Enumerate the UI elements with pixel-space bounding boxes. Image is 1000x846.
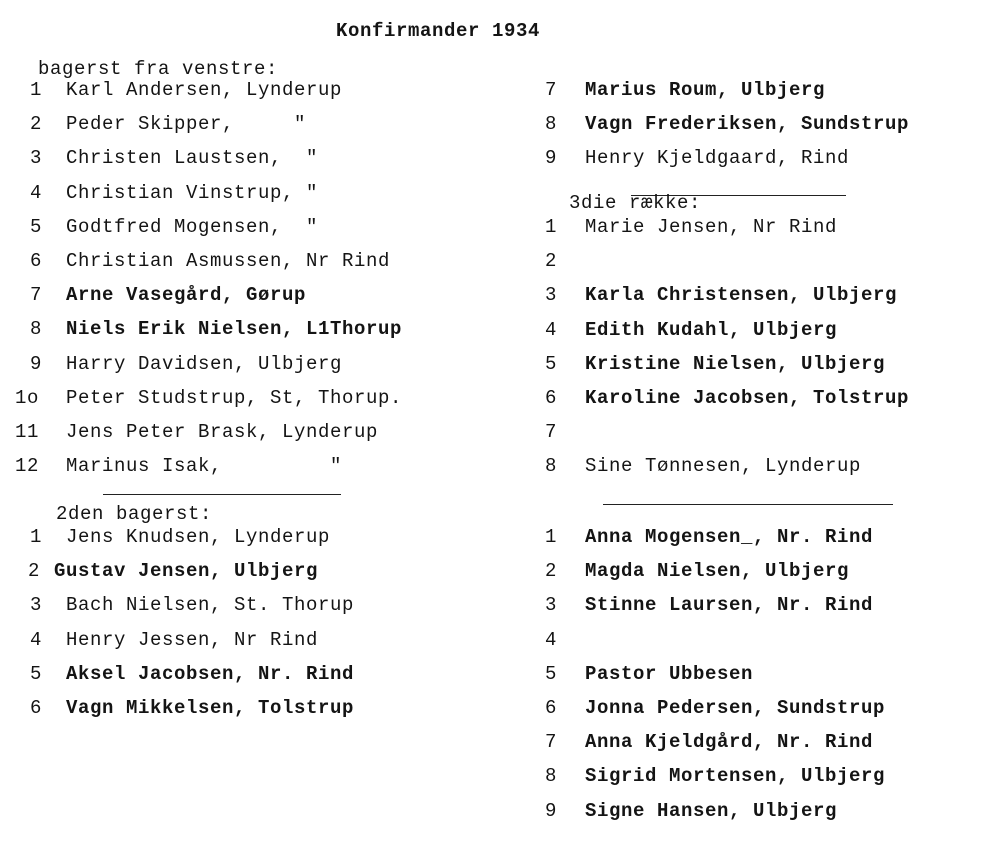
item-name: Peter Studstrup, St, Thorup. xyxy=(66,387,403,409)
item-number: 6 xyxy=(30,250,43,272)
item-name: Aksel Jacobsen, Nr. Rind xyxy=(66,663,355,685)
item-name: Sine Tønnesen, Lynderup xyxy=(585,455,862,477)
item-name: Vagn Mikkelsen, Tolstrup xyxy=(66,697,355,719)
item-number: 4 xyxy=(30,629,43,651)
item-name: Jens Peter Brask, Lynderup xyxy=(66,421,379,443)
item-name: Marinus Isak, " xyxy=(66,455,343,477)
item-number: 6 xyxy=(545,387,558,409)
item-number: 12 xyxy=(15,455,40,477)
item-name: Anna Kjeldgård, Nr. Rind xyxy=(585,731,874,753)
item-number: 7 xyxy=(30,284,43,306)
item-name: Godtfred Mogensen, " xyxy=(66,216,319,238)
item-name: Henry Kjeldgaard, Rind xyxy=(585,147,850,169)
section-heading-back-row: bagerst fra venstre: xyxy=(38,58,279,80)
item-name: Christian Asmussen, Nr Rind xyxy=(66,250,391,272)
section-heading-second-row: 2den bagerst: xyxy=(56,503,213,525)
item-number: 8 xyxy=(545,455,558,477)
item-number: 8 xyxy=(545,113,558,135)
item-number: 11 xyxy=(15,421,40,443)
item-number: 5 xyxy=(30,216,43,238)
item-number: 2 xyxy=(28,560,41,582)
item-number: 1o xyxy=(15,387,40,409)
item-number: 3 xyxy=(30,147,43,169)
item-name: Sigrid Mortensen, Ulbjerg xyxy=(585,765,886,787)
item-name: Magda Nielsen, Ulbjerg xyxy=(585,560,850,582)
item-number: 3 xyxy=(545,284,558,306)
item-name: Peder Skipper, " xyxy=(66,113,307,135)
item-number: 6 xyxy=(545,697,558,719)
item-name: Christian Vinstrup, " xyxy=(66,182,319,204)
item-number: 9 xyxy=(545,800,558,822)
section-heading-third-row: 3die række: xyxy=(569,192,702,214)
item-number: 4 xyxy=(30,182,43,204)
item-name: Stinne Laursen, Nr. Rind xyxy=(585,594,874,616)
item-name: Karl Andersen, Lynderup xyxy=(66,79,343,101)
item-name: Pastor Ubbesen xyxy=(585,663,754,685)
item-number: 5 xyxy=(30,663,43,685)
item-number: 9 xyxy=(30,353,43,375)
divider xyxy=(103,494,341,495)
item-number: 4 xyxy=(545,629,558,651)
item-number: 8 xyxy=(545,765,558,787)
item-number: 8 xyxy=(30,318,43,340)
item-name: Anna Mogensen_, Nr. Rind xyxy=(585,526,874,548)
item-number: 9 xyxy=(545,147,558,169)
item-name: Jonna Pedersen, Sundstrup xyxy=(585,697,886,719)
page-title: Konfirmander 1934 xyxy=(336,20,541,42)
item-name: Edith Kudahl, Ulbjerg xyxy=(585,319,838,341)
item-number: 4 xyxy=(545,319,558,341)
item-number: 2 xyxy=(545,250,558,272)
item-name: Kristine Nielsen, Ulbjerg xyxy=(585,353,886,375)
item-number: 7 xyxy=(545,421,558,443)
item-number: 6 xyxy=(30,697,43,719)
item-number: 7 xyxy=(545,731,558,753)
item-number: 2 xyxy=(545,560,558,582)
item-name: Marie Jensen, Nr Rind xyxy=(585,216,838,238)
item-name: Bach Nielsen, St. Thorup xyxy=(66,594,355,616)
item-name: Christen Laustsen, " xyxy=(66,147,319,169)
item-name: Signe Hansen, Ulbjerg xyxy=(585,800,838,822)
item-number: 3 xyxy=(30,594,43,616)
item-name: Gustav Jensen, Ulbjerg xyxy=(54,560,319,582)
item-name: Arne Vasegård, Gørup xyxy=(66,284,307,306)
item-name: Jens Knudsen, Lynderup xyxy=(66,526,331,548)
item-name: Karla Christensen, Ulbjerg xyxy=(585,284,898,306)
item-number: 2 xyxy=(30,113,43,135)
item-name: Karoline Jacobsen, Tolstrup xyxy=(585,387,910,409)
item-number: 1 xyxy=(545,216,558,238)
item-number: 1 xyxy=(30,79,43,101)
item-name: Vagn Frederiksen, Sundstrup xyxy=(585,113,910,135)
item-name: Henry Jessen, Nr Rind xyxy=(66,629,319,651)
divider xyxy=(603,504,893,505)
item-number: 5 xyxy=(545,353,558,375)
item-number: 1 xyxy=(545,526,558,548)
item-number: 5 xyxy=(545,663,558,685)
item-name: Marius Roum, Ulbjerg xyxy=(585,79,826,101)
item-name: Harry Davidsen, Ulbjerg xyxy=(66,353,343,375)
item-number: 7 xyxy=(545,79,558,101)
item-number: 3 xyxy=(545,594,558,616)
item-number: 1 xyxy=(30,526,43,548)
item-name: Niels Erik Nielsen, L1Thorup xyxy=(66,318,403,340)
